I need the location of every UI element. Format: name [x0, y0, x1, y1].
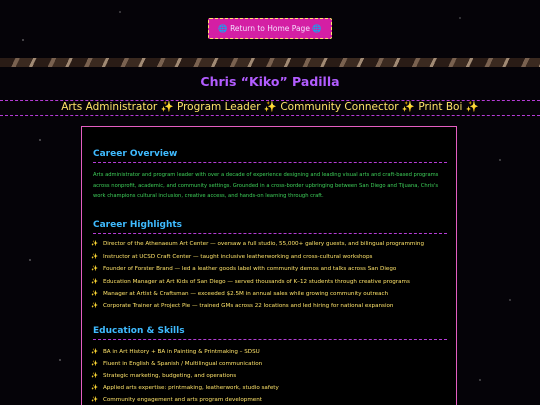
- education-skills-heading: Education & Skills: [93, 326, 185, 336]
- highlight-text: Corporate Trainer at Project Pie — trained GMs across 22 locations and led hiring for national expansion: [102, 303, 394, 309]
- sparkle-icon: ✨: [91, 254, 98, 260]
- section-divider: [93, 162, 447, 163]
- list-item: [91, 278, 451, 286]
- career-overview-text: Arts administrator and program leader with over a decade of experience designing and leading visual arts and craft-based programs across nonprofit, academic, and community settings. Grounded in a cross-border upbringing between San Diego and Tijuana, Chris's work champions cultural inclusion, creative access, and hands-on learning through craft.: [93, 172, 439, 199]
- list-item: [91, 396, 451, 404]
- profile-tagline: Arts Administrator ✨ Program Leader ✨ Community Connector ✨ Print Boi ✨: [61, 101, 479, 113]
- highlight-text: Director of the Athenaeum Art Center — oversaw a full studio, 55,000+ gallery guests, and bilingual programming: [102, 241, 424, 247]
- sparkle-icon: ✨: [91, 385, 98, 391]
- resume-card: [81, 126, 457, 405]
- highlight-text: Manager at Artist & Craftsman — exceeded $2.5M in annual sales while growing community outreach: [102, 291, 389, 297]
- globe-icon: 🌐: [218, 24, 228, 33]
- career-overview-heading: Career Overview: [93, 149, 178, 159]
- sparkle-icon: ✨: [91, 361, 98, 367]
- list-item: [91, 372, 451, 380]
- sparkle-icon: ✨: [91, 373, 98, 379]
- list-item: [91, 384, 451, 392]
- list-item: [91, 265, 451, 273]
- list-item: [91, 240, 451, 248]
- section-divider: [93, 339, 447, 340]
- globe-icon: 🌐: [312, 24, 322, 33]
- sparkle-icon: ✨: [91, 279, 98, 285]
- sparkle-icon: ✨: [91, 266, 98, 272]
- skill-text: BA in Art History + BA in Painting & Printmaking – SDSU: [102, 349, 260, 355]
- skill-text: Fluent in English & Spanish / Multilingual communication: [102, 361, 263, 367]
- return-home-label: Return to Home Page: [230, 24, 310, 33]
- highlight-text: Founder of Forster Brand — led a leather goods label with community demos and talks across San Diego: [102, 266, 397, 272]
- sparkle-icon: ✨: [91, 303, 98, 309]
- sparkle-icon: ✨: [91, 241, 98, 247]
- list-item: [91, 348, 451, 356]
- career-highlights-heading: Career Highlights: [93, 220, 183, 230]
- home-button-wrapper: [0, 16, 540, 39]
- sparkle-icon: ✨: [91, 291, 98, 297]
- section-divider: [93, 233, 447, 234]
- skill-text: Applied arts expertise: printmaking, leatherwork, studio safety: [102, 385, 279, 391]
- highlight-text: Education Manager at Art Kids of San Diego — served thousands of K–12 students through creative programs: [102, 279, 410, 285]
- skill-text: Community engagement and arts program development: [102, 397, 262, 403]
- sparkle-icon: ✨: [91, 349, 98, 355]
- profile-name: Chris “Kiko” Padilla: [200, 74, 340, 89]
- list-item: [91, 253, 451, 261]
- list-item: [91, 360, 451, 368]
- skill-text: Strategic marketing, budgeting, and operations: [102, 373, 237, 379]
- return-home-button[interactable]: [208, 18, 331, 39]
- sparkle-icon: ✨: [91, 397, 98, 403]
- list-item: [91, 302, 451, 310]
- highlight-text: Instructor at UCSD Craft Center — taught inclusive leatherworking and cross-cultural workshops: [102, 254, 373, 260]
- list-item: [91, 290, 451, 298]
- decorative-banner: [0, 58, 540, 67]
